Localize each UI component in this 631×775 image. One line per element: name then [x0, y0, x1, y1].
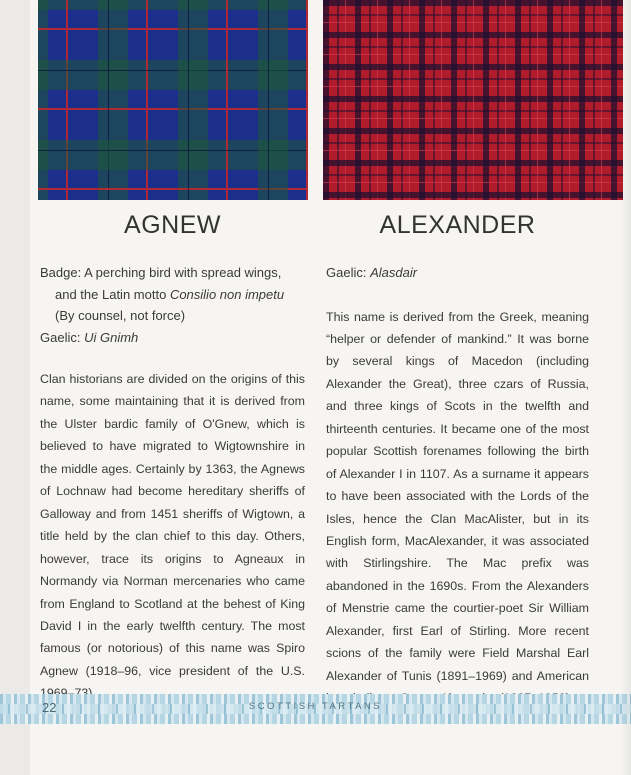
gaelic-name: Alasdair	[370, 265, 418, 280]
agnew-badge-line	[40, 262, 305, 284]
alexander-meta	[326, 262, 589, 284]
alexander-tartan-image	[323, 0, 623, 200]
alexander-heading: ALEXANDER	[379, 211, 536, 239]
alexander-column	[326, 200, 589, 710]
badge-line2: and the Latin motto	[55, 286, 167, 302]
agnew-gaelic-line	[40, 327, 305, 349]
alexander-gaelic-line	[326, 262, 589, 284]
motto-translation: (By counsel, not force)	[55, 308, 186, 323]
badge-label: Badge:	[40, 265, 82, 280]
page-gutter	[0, 0, 30, 775]
gaelic-label: Gaelic:	[326, 265, 367, 280]
footer-tartan-band	[0, 694, 631, 724]
agnew-column	[40, 200, 305, 705]
agnew-meta	[40, 262, 305, 348]
page-number: 22	[42, 700, 57, 715]
alexander-tartan-swatch	[323, 0, 623, 200]
page-edge-shadow	[620, 0, 631, 775]
gaelic-label: Gaelic:	[40, 329, 81, 345]
alexander-body-text: This name is derived from the Greek, meaning “helper or defender of mankind.” It was borne by several kings of Macedon (including Alexander the Great), three czars of Russia, and three kings of Scots in the twelfth and thirteenth centuries. It became one of the most popular Scottish forenames following the birth of Alexander I in 1107. As a surname it appears to have been associated with the Lords of the Isles, hence the Clan MacAlister, but in its English form, MacAlexander, it was associated with Stirlingshire. The Mac prefix was abandoned in the 1690s. From the Alexanders of Menstrie came the courtier-poet Sir William Alexander, first Earl of Stirling. More recent scions of the family were Field Marshal Earl Alexander of Tunis (1891–1969) and American	[326, 309, 589, 683]
agnew-tartan-image	[38, 0, 308, 200]
agnew-motto-line	[40, 284, 305, 306]
badge-text: A perching bird with spread wings,	[84, 265, 282, 280]
motto: Consilio non impetu	[169, 286, 285, 302]
agnew-body-text: Clan historians are divided on the origins of this name, some maintaining that it is derived from the Ulster bardic family of O'Gnew, which is believed to have migrated to Wigtownshire in the middle ages. Certainly by 1363, the Agnews of Lochnaw had become hereditary sheriffs of Galloway and from 1451 sheriffs of Wigtown, a title held by the clan chief to this day. Others, however, trace its origins to Agneaux in Normandy via Norman mercenaries who came from England to Scotland at the behest of King David I in the early twelfth century. The most famous (or notorious) of this name was Spiro Agnew (1918–96, vice president of the U.S.	[40, 372, 305, 678]
gaelic-name: Ui Gnimh	[84, 329, 139, 345]
running-head: SCOTTISH TARTANS	[248, 701, 383, 712]
agnew-tartan-swatch	[38, 0, 308, 200]
agnew-heading: AGNEW	[124, 211, 221, 239]
